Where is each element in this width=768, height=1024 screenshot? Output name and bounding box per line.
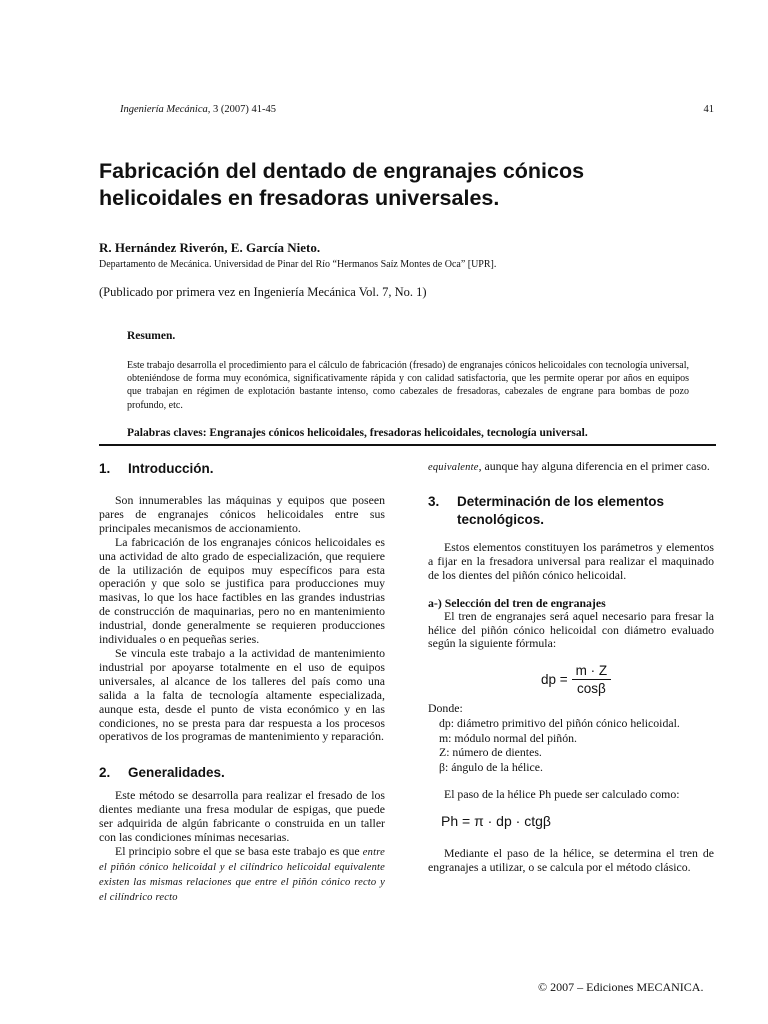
section-title: Determinación de los elementos tecnológicos. [457, 493, 665, 527]
subsection-heading: a-) Selección del tren de engranajes [428, 595, 606, 610]
section-title: Generalidades. [128, 765, 225, 781]
abstract-heading: Resumen. [127, 330, 176, 342]
paragraph: Son innumerables las máquinas y equipos que poseen pares de engranajes cónicos helicoidales entre sus principales mecanismos de accionamiento. [99, 493, 385, 535]
formula-fraction [572, 663, 612, 696]
keywords: Palabras claves: Engranajes cónicos helicoidales, fresadoras helicoidales, tecnología universal. [127, 427, 588, 439]
paragraph-italic: equivalente [428, 462, 479, 473]
authors: R. Hernández Riverón, E. García Nieto. [99, 240, 321, 255]
formula-lhs: dp = [541, 672, 568, 688]
paragraph-rest: , aunque hay alguna diferencia en el primer caso. [478, 459, 710, 473]
list-item: β: ángulo de la hélice. [439, 759, 543, 774]
paragraph: Este método se desarrolla para realizar el fresado de los dientes mediante una fresa modular de espigas, que puede ser adquirida de algún fabricante o construida en un taller con las condiciones mínimas necesarias. [99, 788, 385, 845]
copyright-footer: © 2007 – Ediciones MECANICA. [538, 980, 704, 994]
where-label: Donde: [428, 701, 463, 716]
section-number: 2. [99, 765, 111, 781]
paragraph: Se vincula este trabajo a la actividad de mantenimiento industrial por apoyarse totalmente en el uso de equipos universales, al alcance de los talleres del país como una salida a la falta de tecnología altamente especializada, aunque esta, desde el punto de vista económico y en las condiciones, no se presta para dar respuesta a los procesos operativos de los programas de mantenimiento y reparación. [99, 645, 385, 744]
section-heading-generalidades [99, 764, 385, 782]
formula-paso-helice: Ph = π · dp · ctgβ [441, 813, 551, 830]
page-number: 41 [703, 104, 714, 115]
paragraph-italic: entre el piñón cónico helicoidal y el cilíndrico helicoidal equivalente existen las mismas relaciones que entre el piñón cónico recto y el cilíndrico recto [99, 846, 385, 903]
list-item: dp: diámetro primitivo del piñón cónico helicoidal. [439, 716, 680, 731]
right-column [428, 460, 714, 875]
section-number: 3. [428, 493, 440, 509]
running-header [120, 104, 714, 115]
publication-note: (Publicado por primera vez en Ingeniería Mecánica Vol. 7, No. 1) [99, 285, 427, 299]
section-divider [99, 444, 716, 446]
abstract-text: Este trabajo desarrolla el procedimiento para el cálculo de fabricación (fresado) de engranajes cónicos helicoidales con tecnología universal, obteniéndose de forma muy económica, significativamente rápida y con calidad satisfactoria, que les permite operar por años en equipos que trabajan en régimen de explotación bastante intenso, como cabezales de fresadoras, cabezales de engrane para bombas de pozo profundo, etc. [127, 360, 689, 411]
variable-list [428, 716, 714, 774]
section-heading-determinacion [428, 493, 714, 529]
list-item: m: módulo normal del piñón. [439, 730, 577, 745]
affiliation: Departamento de Mecánica. Universidad de Pinar del Río “Hermanos Saíz Montes de Oca” [UPR]. [99, 259, 497, 270]
paragraph: Mediante el paso de la hélice, se determina el tren de engranajes a utilizar, o se calcula por el método clásico. [428, 846, 714, 875]
left-column [99, 460, 385, 905]
formula-numerator: m · Z [572, 663, 612, 680]
paragraph-lead: El principio sobre el que se basa este trabajo es que [115, 843, 360, 858]
list-item: Z: número de dientes. [439, 745, 542, 760]
formula-diametro [428, 663, 714, 696]
paragraph: El paso de la hélice Ph puede ser calculado como: [444, 787, 680, 802]
journal-volume: 3 (2007) 41-45 [213, 104, 277, 115]
paragraph: El tren de engranajes será aquel necesario para fresar la hélice del piñón cónico helicoidal con diámetro evaluado según la siguiente fórmula: [428, 608, 714, 651]
journal-name: Ingeniería Mecánica, [120, 104, 211, 115]
paragraph-continued [428, 460, 714, 475]
section-heading-introduccion [99, 460, 385, 478]
paper-title: Fabricación del dentado de engranajes cónicos helicoidales en fresadoras universales. [99, 159, 585, 210]
section-title: Introducción. [128, 461, 214, 476]
paragraph: La fabricación de los engranajes cónicos helicoidales es una actividad de alto grado de especialización, que requiere de la utilización de equipos muy específicos para esta operación y que solo se justifica para producciones muy masivas, lo que los hace factibles en las grandes industrias de construcción de maquinarias, pero no en mantenimiento industrial, donde generalmente se requieren producciones individuales o en pequeñas series. [99, 534, 385, 647]
paragraph [99, 845, 385, 905]
paragraph: Estos elementos constituyen los parámetros y elementos a fijar en la fresadora universal para realizar el maquinado de los dientes del piñón cónico helicoidal. [428, 539, 714, 582]
formula-denominator: cosβ [577, 681, 606, 697]
section-number: 1. [99, 461, 111, 476]
